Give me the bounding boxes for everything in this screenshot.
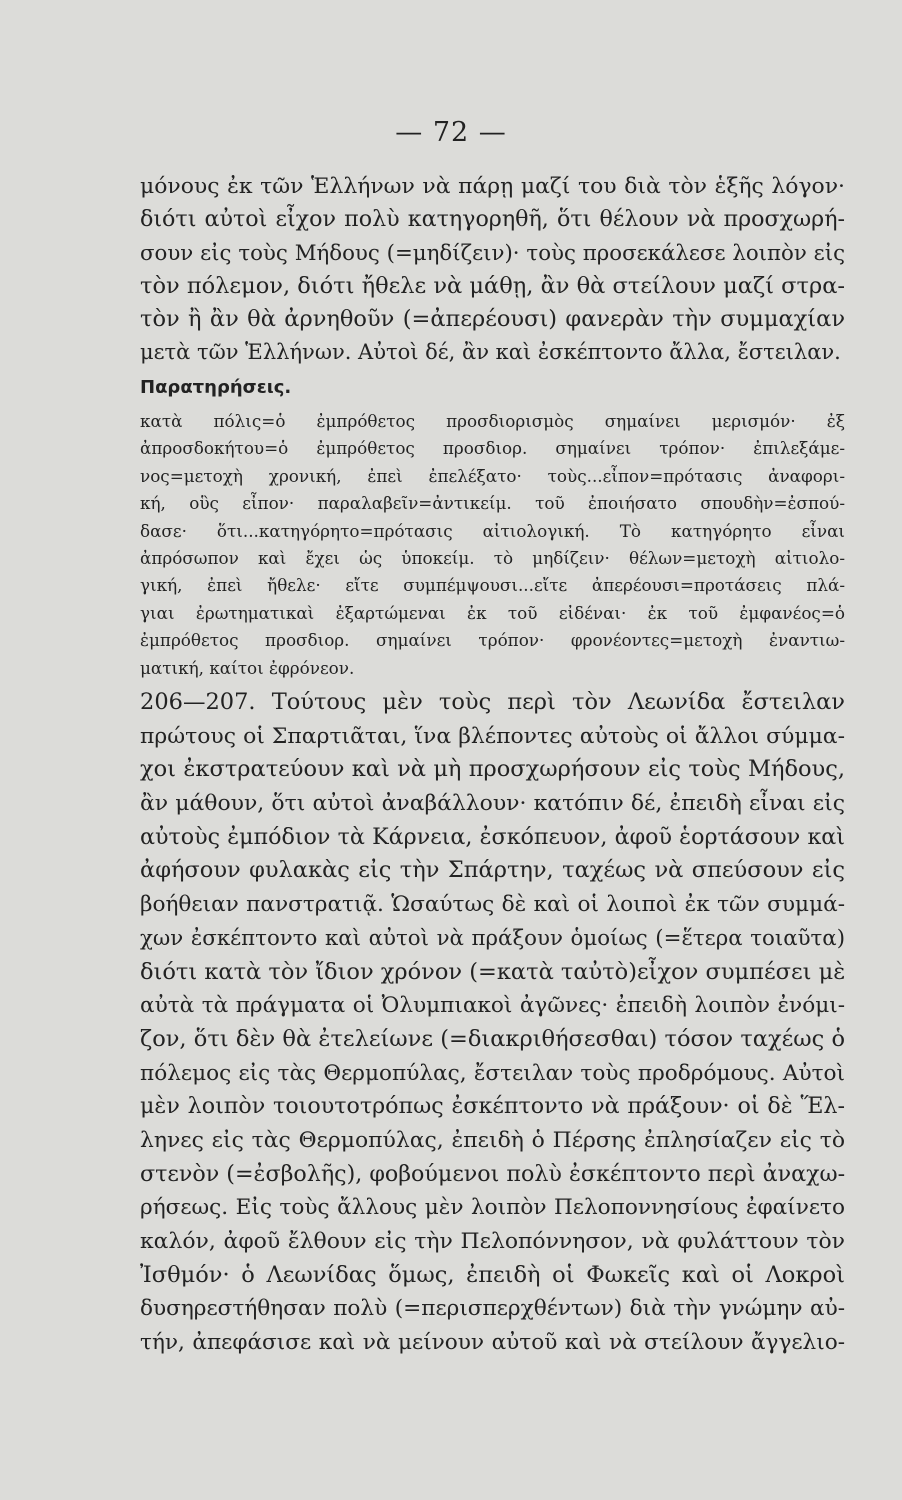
section-206-207	[140, 686, 845, 1360]
text-line: μὲν λοιπὸν τοιουτοτρόπως ἐσκέπτοντο νὰ πράξουν· οἱ δὲ Ἕλ-	[140, 1093, 845, 1120]
text-line: βοήθειαν πανστρατιᾷ. Ὡσαύτως δὲ καὶ οἱ λοιποὶ ἐκ τῶν συμμά-	[140, 892, 845, 918]
note-line: κή, οὓς εἶπον· παραλαβεῖν=ἀντικείμ. τοῦ ἐποιήσατο σπουδὴν=ἐσπού-	[140, 493, 845, 514]
text-line: πόλεμος εἰς τὰς Θερμοπύλας, ἔστειλαν τοὺς προδρόμους. Αὐτοὶ	[140, 1060, 845, 1086]
note-line: ἀπρόσωπον καὶ ἔχει ὡς ὑποκείμ. τὸ μηδίζειν· θέλων=μετοχὴ αἰτιολο-	[140, 547, 845, 568]
page-number: — 72 —	[395, 117, 507, 148]
note-line: ἐμπρόθετος προσδιορ. σημαίνει τρόπον· φρονέοντες=μετοχὴ ἐναντιω-	[140, 630, 845, 651]
text-line: χοι ἐκστρατεύουν καὶ νὰ μὴ προσχωρήσουν εἰς τοὺς Μήδους,	[140, 756, 845, 783]
text-line: ἀφήσουν φυλακὰς εἰς τὴν Σπάρτην, ταχέως νὰ σπεύσουν εἰς	[140, 857, 845, 884]
note-line: νος=μετοχὴ χρονική, ἐπεὶ ἐπελέξατο· τοὺς...εἶπον=πρότασις ἀναφορι-	[140, 465, 845, 486]
text-line: τήν, ἀπεφάσισε καὶ νὰ μείνουν αὐτοῦ καὶ νὰ στείλουν ἄγγελιο-	[140, 1330, 845, 1356]
text-line: τὸν ἢ ἂν θὰ ἀρνηθοῦν (=ἀπερέουσι) φανερὰν τὴν συμμαχίαν	[140, 306, 845, 333]
notes-heading: Παρατηρήσεις.	[140, 377, 292, 398]
notes-block	[140, 408, 845, 682]
text-line: πρώτους οἱ Σπαρτιᾶται, ἵνα βλέποντες αὐτοὺς οἱ ἄλλοι σύμμα-	[140, 723, 845, 749]
note-line: ἀπροσδοκήτου=ὁ ἐμπρόθετος προσδιορ. σημαίνει τρόπον· ἐπιλεξάμε-	[140, 438, 845, 459]
text-line: στενὸν (=ἐσβολῆς), φοβούμενοι πολὺ ἐσκέπτοντο περὶ ἀναχω-	[140, 1160, 846, 1187]
paragraph-main	[140, 170, 845, 370]
text-line: 206—207. Τούτους μὲν τοὺς περὶ τὸν Λεωνίδα ἔστειλαν	[140, 689, 845, 715]
text-line: σουν εἰς τοὺς Μήδους (=μηδίζειν)· τοὺς προσεκάλεσε λοιπὸν εἰς	[140, 240, 845, 266]
text-line: χων ἐσκέπτοντο καὶ αὐτοὶ νὰ πράξουν ὁμοίως (=ἕτερα τοιαῦτα)	[140, 925, 845, 951]
text-line: ζον, ὅτι δὲν θὰ ἐτελείωνε (=διακριθήσεσθαι) τόσον ταχέως ὁ	[140, 1025, 845, 1052]
note-line: ματική, καίτοι ἐφρόνεον.	[140, 657, 355, 678]
text-line: ἂν μάθουν, ὅτι αὐτοὶ ἀναβάλλουν· κατόπιν δέ, ἐπειδὴ εἶναι εἰς	[140, 791, 845, 817]
text-line: αὐτοὺς ἐμπόδιον τὰ Κάρνεια, ἐσκόπευον, ἀφοῦ ἑορτάσουν καὶ	[140, 823, 845, 850]
note-line: γική, ἐπεὶ ἤθελε· εἴτε συμπέμψουσι...εἴτε ἀπερέουσι=προτάσεις πλά-	[140, 575, 845, 596]
text-line: διότι κατὰ τὸν ἴδιον χρόνον (=κατὰ ταὐτὸ)εἶχον συμπέσει μὲ	[140, 958, 846, 985]
text-line: Ἰσθμόν· ὁ Λεωνίδας ὅμως, ἐπειδὴ οἱ Φωκεῖς καὶ οἱ Λοκροὶ	[140, 1261, 845, 1288]
text-line: δυσηρεστήθησαν πολὺ (=περισπερχθέντων) διὰ τὴν γνώμην αὐ-	[140, 1296, 845, 1322]
text-line: μετὰ τῶν Ἑλλήνων. Αὐτοὶ δέ, ἂν καὶ ἐσκέπτοντο ἄλλα, ἔστειλαν.	[140, 340, 841, 365]
text-line: διότι αὐτοὶ εἶχον πολὺ κατηγορηθῆ, ὅτι θέλουν νὰ προσχωρή-	[140, 206, 845, 233]
text-line: ρήσεως. Εἰς τοὺς ἄλλους μὲν λοιπὸν Πελοποννησίους ἐφαίνετο	[140, 1195, 845, 1221]
note-line: γιαι ἐρωτηματικαὶ ἐξαρτώμεναι ἐκ τοῦ εἰδέναι· ἐκ τοῦ ἐμφανέος=ὁ	[140, 602, 845, 623]
text-line: μόνους ἐκ τῶν Ἑλλήνων νὰ πάρῃ μαζί του διὰ τὸν ἑξῆς λόγον·	[140, 174, 845, 199]
note-line: δασε· ὅτι...κατηγόρητο=πρότασις αἰτιολογική. Τὸ κατηγόρητο εἶναι	[140, 520, 845, 541]
text-line: αὐτὰ τὰ πράγματα οἱ Ὀλυμπιακοὶ ἀγῶνες· ἐπειδὴ λοιπὸν ἐνόμι-	[140, 993, 845, 1019]
text-line: ληνες εἰς τὰς Θερμοπύλας, ἐπειδὴ ὁ Πέρσης ἐπλησίαζεν εἰς τὸ	[140, 1127, 845, 1153]
note-line: κατὰ πόλις=ὁ ἐμπρόθετος προσδιορισμὸς σημαίνει μερισμόν· ἐξ	[140, 411, 845, 431]
text-line: καλόν, ἀφοῦ ἔλθουν εἰς τὴν Πελοπόννησον, νὰ φυλάττουν τὸν	[140, 1229, 845, 1254]
text-line: τὸν πόλεμον, διότι ἤθελε νὰ μάθῃ, ἂν θὰ στείλουν μαζί στρα-	[140, 272, 845, 299]
